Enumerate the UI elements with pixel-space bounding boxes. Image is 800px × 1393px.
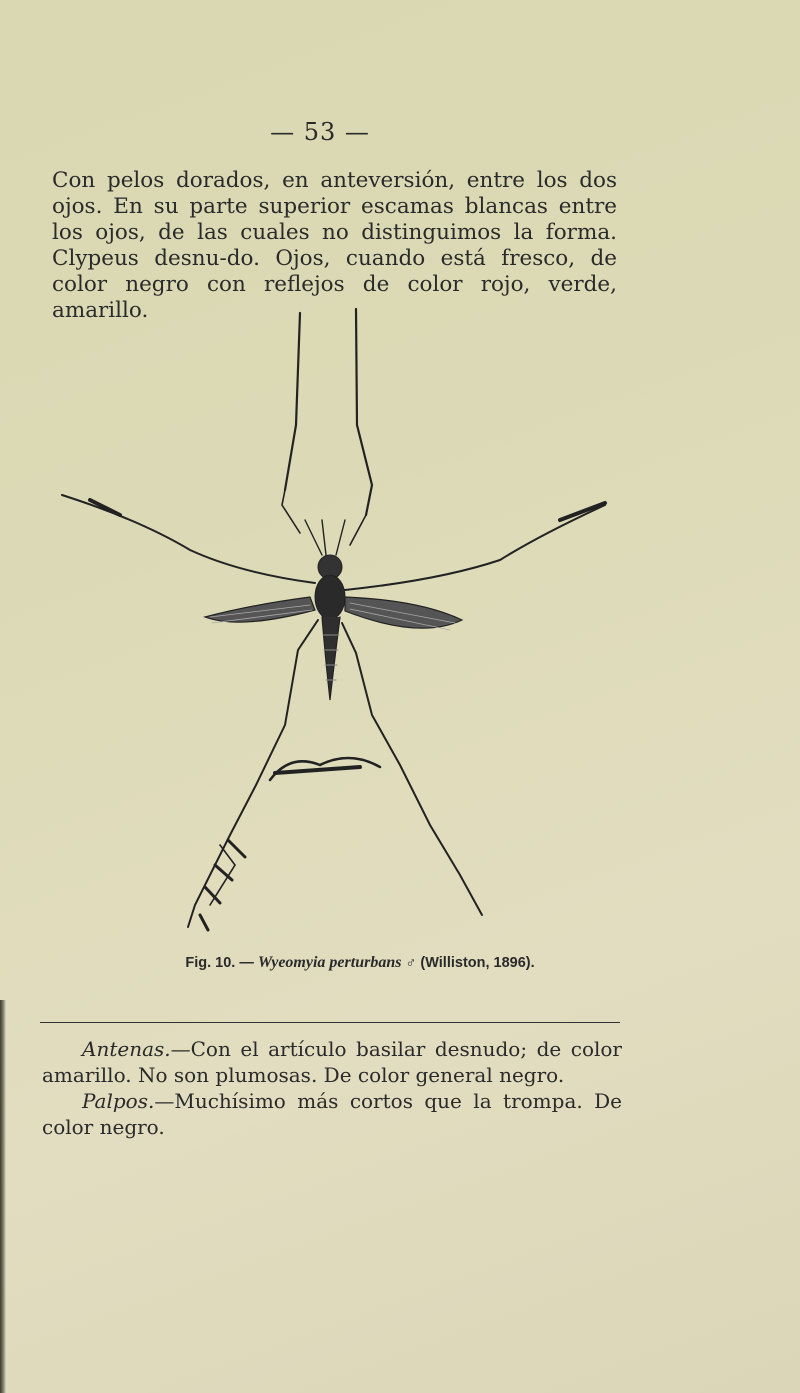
page-number: — 53 — bbox=[270, 118, 370, 146]
palps-paragraph bbox=[42, 1088, 622, 1140]
horizontal-rule bbox=[40, 1022, 620, 1023]
figure-caption bbox=[0, 954, 720, 972]
page-edge-shadow bbox=[0, 1000, 6, 1393]
antennae-term: Antenas. bbox=[82, 1037, 171, 1061]
palps-term: Palpos. bbox=[82, 1089, 155, 1113]
antennae-paragraph bbox=[42, 1036, 622, 1088]
palps-text: —Muchísimo más cortos que la trompa. De color negro. bbox=[42, 1089, 622, 1139]
antennae-text: —Con el artículo basilar desnudo; de color amarillo. No son plumosas. De color general negro. bbox=[42, 1037, 622, 1087]
mosquito-figure bbox=[60, 305, 640, 945]
mosquito-illustration-icon bbox=[60, 305, 640, 945]
description-paragraph: Con pelos dorados, en anteversión, entre los dos ojos. En su parte superior escamas blancas entre los ojos, de las cuales no distinguimos la forma. Clypeus desnu-do. Ojos, cuando está fresco, de color negro con reflejos de color rojo, verde, amarillo. bbox=[52, 168, 617, 323]
caption-prefix: Fig. 10. — bbox=[185, 955, 254, 971]
caption-reference: (Williston, 1896). bbox=[420, 955, 535, 971]
caption-species: Wyeomyia perturbans bbox=[257, 954, 402, 971]
caption-sex-symbol: ♂ bbox=[405, 955, 417, 971]
